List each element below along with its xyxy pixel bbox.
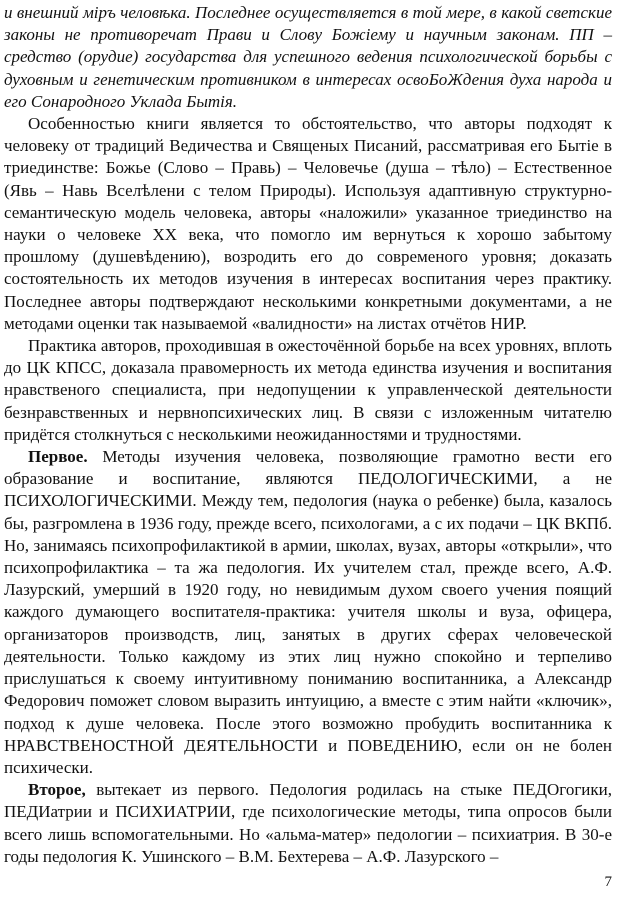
page-number: 7 [604, 874, 612, 890]
paragraph-3-body: Методы изучения человека, позволяющие грамотно вести его образование и воспитание, являются ПЕДОЛОГИЧЕСКИМИ, а не ПСИХОЛОГИЧЕСКИМИ. Между тем, педология (наука о ребенке) была, казалось бы, разгромлена в 1936 году, прежде всего, психологами, а с их подачи – ЦК ВКПб. Но, занимаясь психопрофилактикой в армии, школах, вузах, авторы «открыли», что психопрофилактика – та жа педология. Их учителем стал, прежде всего, А.Ф. Лазурский, умерший в 1920 году, но невидимым духом своего учения поящий каждого думающего воспитателя-практика: учителя школы и вуза, офицера, организаторов производств, лиц, занятых в других сферах человеческой деятельности. Только каждому из этих лиц нужно спокойно и терпеливо прислушаться к своему интуитивному пониманию воспитанника, а Александр Федорович поможет словом выразить интуицию, а вместе с этим найти «ключик», подход к душе человека. После этого возможно пробудить воспитанника к НРАВСТВЕНОСТНОЙ ДЕЯТЕЛЬНОСТИ и ПОВЕДЕНИЮ, если он не болен психически. [4, 447, 612, 777]
intro-italic-paragraph: и внешний міръ человѣка. Последнее осуществляется в той мере, в какой светские законы не противоречат Прави и Слову Божіему и научным законам. ПП – средство (орудие) государства для успешного ведения психологической борьбы с духовным и генетическим противником в интересах освоБоЖдения духа народа и его Сонародного Уклада Бытія. [4, 3, 612, 111]
book-page [4, 0, 612, 902]
paragraph-4-lead: Второе, [28, 780, 86, 800]
paragraph-3-lead: Первое. [28, 447, 88, 467]
body-paragraph-3 [4, 446, 612, 779]
paragraph-4-body: вытекает из первого. Педология родилась на стыке ПЕДОгогики, ПЕДИатрии и ПСИХИАТРИИ, где психологические методы, типа опросов были всего лишь вспомогательными. Но «альма-матер» педологии – психиатрия. В 30-е годы педология К. Ушинского – В.М. Бехтерева – А.Ф. Лазурского – [4, 780, 612, 866]
body-paragraph-2: Практика авторов, проходившая в ожесточённой борьбе на всех уровнях, вплоть до ЦК КПСС, доказала правомерность их метода единства изучения и воспитания нравственого специалиста, при недопущении к управленческой деятельности безнравственных и нервнопсихических лиц. В связи с изложенным читателю придётся столкнуться с несколькими неожиданностями и трудностями. [4, 336, 612, 444]
body-paragraph-4 [4, 779, 612, 868]
body-paragraph-1: Особенностью книги является то обстоятельство, что авторы подходят к человеку от традиций Ведичества и Священых Писаний, рассматривая его Бытіе в триединстве: Божье (Слово – Правь) – Человечье (душа – тѣло) – Естественное (Явь – Навь Вселѣлени с телом Природы). Используя адаптивную структурно-семантическую модель человека, авторы «наложили» указанное триединство на науки о человеке XX века, что помогло им вернуться к хорошо забытому прошлому (душевѣдению), возродить его до современого уровня; доказать состоятельность их методов изучения в интересах воспитания через практику. Последнее авторы подтверждают несколькими конкретными документами, а не методами оценки так называемой «валидности» на листах отчётов НИР. [4, 114, 612, 333]
